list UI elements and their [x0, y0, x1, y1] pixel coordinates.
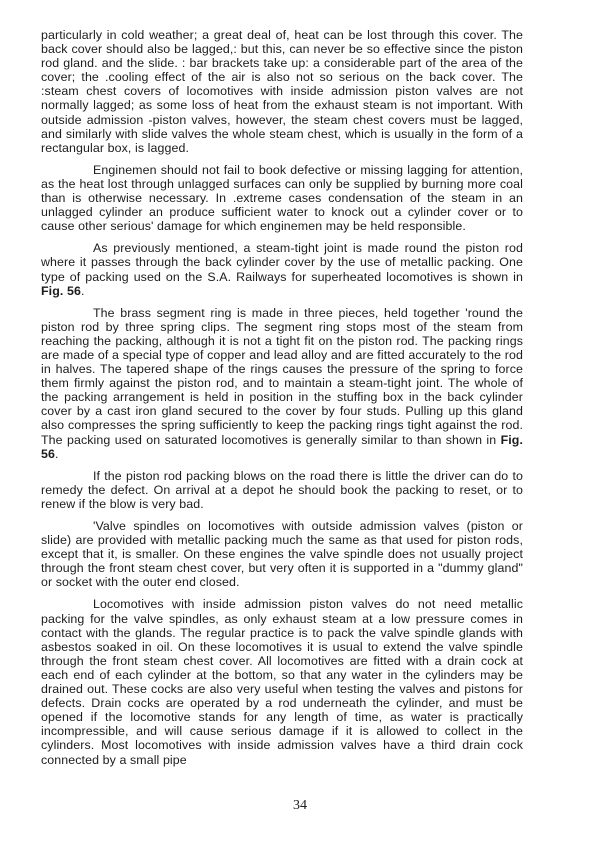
- paragraph: [41, 28, 523, 155]
- page-body: [41, 28, 523, 775]
- body-text: 'Valve spindles on locomotives with outside admission valves (piston or slide) are provided with metallic packing much the same as that used for piston rods, except that it, is smaller. On these engines the valve spindle does not usually project through the front steam chest cover, but very often it is supported in a "dummy gland" or socket with the outer end closed.: [41, 519, 523, 590]
- page-footer: [0, 796, 600, 814]
- paragraph: [41, 306, 523, 461]
- body-text: If the piston rod packing blows on the road there is little the driver can do to remedy the defect. On arrival at a depot he should book the packing to reset, or to renew if the blow is very bad.: [41, 468, 523, 511]
- body-text: The brass segment ring is made in three pieces, held together 'round the piston rod by three spring clips. The segment ring stops most of the steam from reaching the packing, although it is not a tight fit on the piston rod. The packing rings are made of a special type of copper and lead alloy and are fitted accurately to the rod in halves. The tapered shape of the rings causes the pressure of the spring to force them firmly against the piston rod, and to maintain a steam-tight joint. The whole of the packing arrangement is held in position in the stuffing box in the back cylinder cover by a cast iron gland secured to the cover by four studs. Pulling up this gland also compresses the spring sufficiently to keep the packing rings tight against the rod. The packing used on saturated locomotives is generally similar to than shown in: [41, 305, 523, 447]
- body-text: Enginemen should not fail to book defective or missing lagging for attention, as the heat lost through unlagged surfaces can only be supplied by burning more coal than is otherwise necessary. In .extreme cases condensation of the steam in an unlagged cylinder an produce sufficient water to knock out a cylinder cover or to cause other serious' damage for which enginemen may be held responsible.: [41, 162, 523, 234]
- body-text: Locomotives with inside admission piston valves do not need metallic packing for the valve spindles, as only exhaust steam at a low pressure comes in contact with the glands. The regular practice is to pack the valve spindle glands with asbestos soaked in oil. On these locomotives it is usual to extend the valve spindle through the front steam chest cover. All locomotives are fitted with a drain cock at each end of each cylinder at the bottom, so that any water in the cylinders may be drained out. These cocks are also very useful when testing the valves and pistons for defects. Drain cocks are operated by a rod underneath the cylinder, and must be opened if the locomotive stands for any length of time, as water is practically incompressible, and will cause serious damage if it is allowed to collect in the cylinders. Most locomotives with inside admission valves have a third drain cock connected by a small pipe: [41, 597, 523, 767]
- body-text: As previously mentioned, a steam-tight joint is made round the piston rod where it passes through the back cylinder cover by the use of metallic packing. One type of packing used on the S.A. Railways for superheated locomotives is shown in: [41, 241, 523, 284]
- figure-reference-bold: Fig. 56: [41, 283, 81, 298]
- body-text: .: [54, 446, 59, 461]
- figure-reference-bold: Fig. 56: [41, 432, 523, 461]
- body-text: .: [80, 283, 85, 298]
- paragraph: [41, 241, 523, 297]
- paragraph: [41, 163, 523, 233]
- paragraph: [41, 597, 523, 766]
- paragraph: [41, 519, 523, 589]
- paragraph: [41, 469, 523, 511]
- page-number: 34: [293, 798, 307, 813]
- body-text: particularly in cold weather; a great deal of, heat can be lost through this cover. The back cover should also be lagged,: but this, can never be so effective since the piston rod gland. and the slide. : bar brackets take up: a considerable part of the area of the cover; the .cooling effect of the air is also not so serious on the back cover. The :steam chest covers of locomotives with inside admission piston valves are not normally lagged; as some loss of heat from the exhaust steam is not important. With outside admission -piston valves, however, the steam chest covers must be lagged, and similarly with slide valves the whole steam chest, which is usually in the form of a rectangular box, is lagged.: [41, 28, 523, 155]
